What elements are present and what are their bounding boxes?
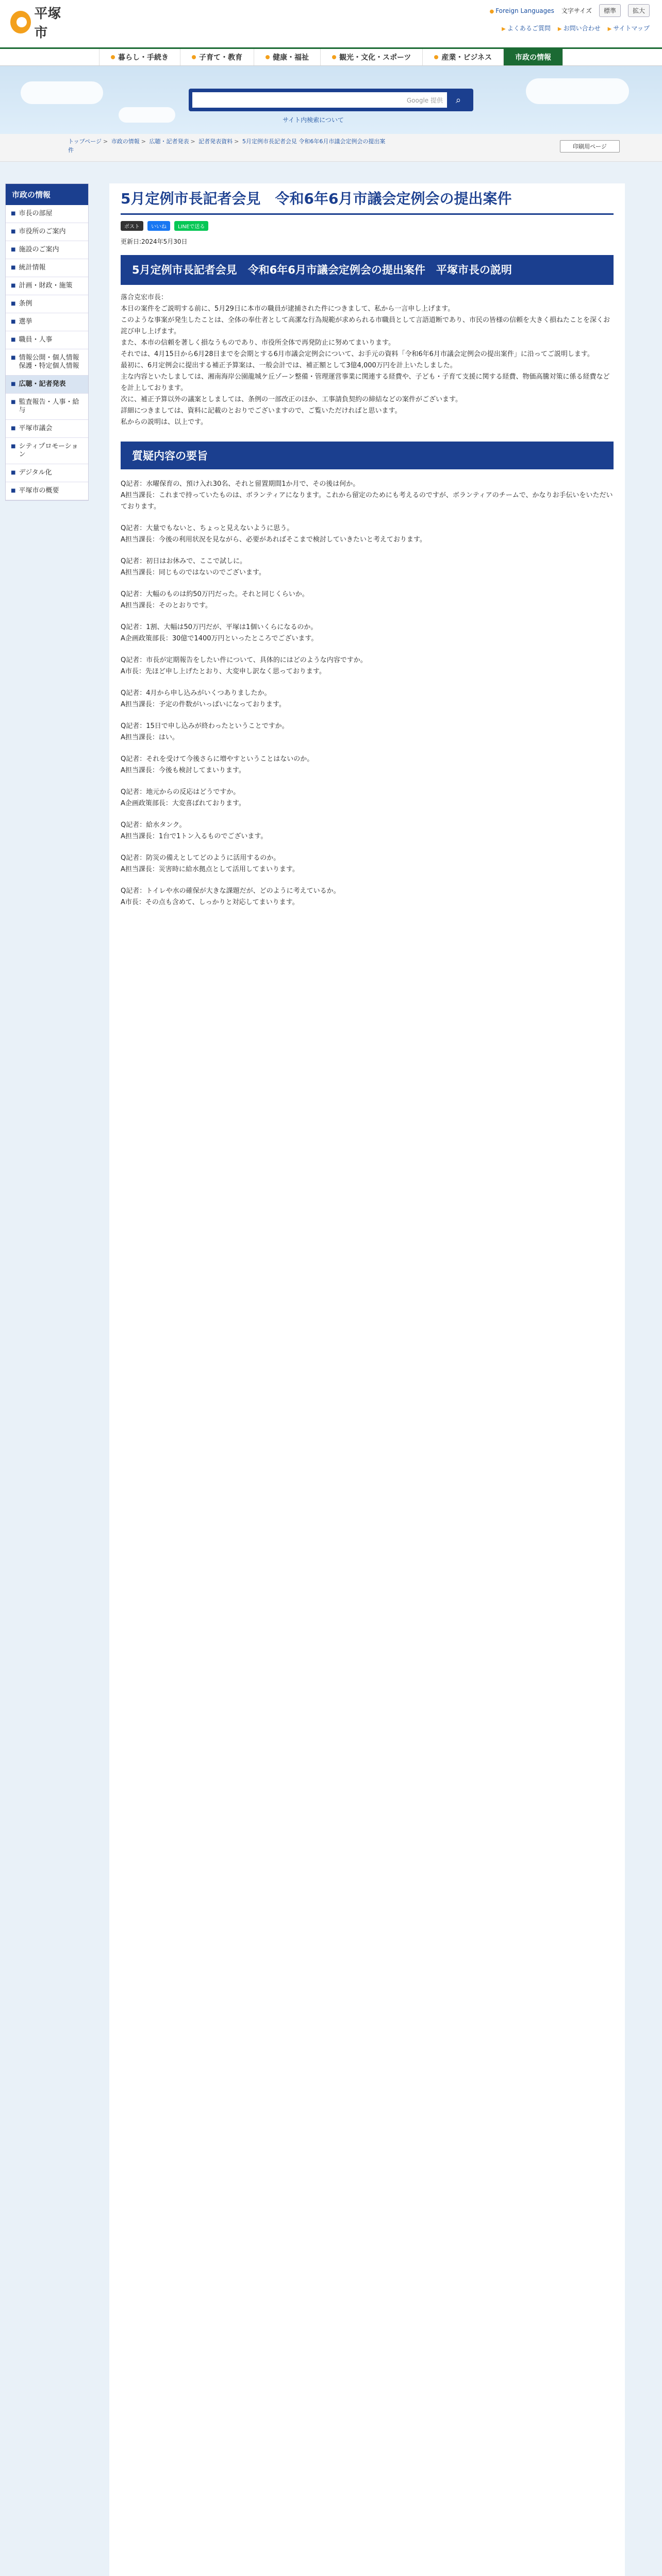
sidebar-item[interactable]: ■ 統計情報 — [6, 259, 88, 277]
answer: A担当課長：これまで持っていたものは、ボランティアになります。これから留定のためにも考えるのですが、ボランティアのチームで、かなりお手伝いをいただいております。 — [121, 492, 613, 511]
search-icon: ⌕ — [455, 94, 461, 106]
bullet-icon: ■ — [11, 426, 16, 431]
nav-item-kosodate[interactable]: 子育て・教育 — [180, 49, 254, 65]
question: Q記者：大幅のものは約50万円だった。それと同じくらいか。 — [121, 590, 309, 598]
sidebar — [5, 183, 89, 501]
qa-item — [121, 556, 614, 579]
bullet-icon: ■ — [11, 337, 16, 343]
bullet-icon: ■ — [11, 444, 16, 449]
breadcrumb-separator: > — [103, 138, 108, 145]
sidebar-item[interactable]: ■ 選挙 — [6, 313, 88, 331]
question: Q記者：防災の備えとしてどのように活用するのか。 — [121, 854, 280, 862]
breadcrumb-item[interactable]: 記者発表資料 — [198, 138, 233, 145]
qa-list — [121, 479, 614, 908]
foreign-languages-link[interactable]: ● Foreign Languages — [489, 7, 554, 14]
qa-item — [121, 479, 614, 513]
paragraph: 本日の案件をご説明する前に、5月29日に本市の職員が逮捕された件につきまして、私から一言申し上げます。 — [121, 305, 455, 313]
page-title: 5月定例市長記者会見 令和6年6月市議会定例会の提出案件 — [121, 189, 614, 215]
sidebar-item[interactable]: ■ 情報公開・個人情報保護・特定個人情報 — [6, 349, 88, 376]
answer: A担当課長：今後も検討してまいります。 — [121, 767, 245, 774]
paragraph: また、本市の信頼を著しく損なうものであり、市役所全体で再発防止に努めてまいります。 — [121, 339, 395, 347]
contact-link[interactable]: ▶ お問い合わせ — [557, 25, 601, 32]
share-x-button[interactable]: ポスト — [121, 221, 143, 231]
question: Q記者：4月から申し込みがいくつありましたか。 — [121, 689, 271, 697]
sidebar-item[interactable]: ■ 平塚市の概要 — [6, 482, 88, 500]
utility-links-top — [489, 4, 650, 17]
bullet-icon: ■ — [11, 399, 16, 405]
main-content — [109, 183, 625, 2576]
question: Q記者：トイレや水の確保が大きな課題だが、どのように考えているか。 — [121, 887, 340, 895]
text-size-standard-button[interactable]: 標準 — [599, 4, 621, 17]
bullet-icon: ■ — [11, 211, 16, 216]
bullet-icon: ■ — [11, 301, 16, 307]
nav-dot-icon — [332, 55, 336, 59]
answer: A市長：先ほど申し上げたとおり、大変申し訳なく思っております。 — [121, 668, 326, 675]
nav-item-shisei[interactable]: 市政の情報 — [503, 49, 563, 65]
bullet-icon: ■ — [11, 319, 16, 325]
sidebar-item-current[interactable]: ■ 広聴・記者発表 — [6, 376, 88, 394]
paragraph: それでは、4月15日から6月28日までを会期とする6月市議会定例会について、お手元の資料「令和6年6月市議会定例会の提出案件」に沿ってご説明します。 — [121, 350, 594, 358]
section-heading-explanation: 5月定例市長記者会見 令和6年6月市議会定例会の提出案件 平塚市長の説明 — [121, 255, 614, 285]
triangle-right-icon: ▶ — [607, 26, 612, 32]
answer: A企画政策部長：30億で1400万円といったところでございます。 — [121, 635, 318, 642]
answer: A担当課長：災害時に給水拠点として活用してまいります。 — [121, 866, 299, 873]
cloud-decoration — [21, 81, 103, 104]
paragraph: 主な内容といたしましては、湘南海岸公園龍城ケ丘ゾーン整備・管理運営事業に関連する経費や、子ども・子育て支援に関する経費、物価高騰対策に係る経費などを計上しております。 — [121, 373, 610, 392]
site-search — [189, 89, 473, 111]
question: Q記者：初日はお休みで、ここで試しに。 — [121, 557, 246, 565]
search-help-link[interactable]: サイト内検索について — [283, 116, 344, 124]
breadcrumb-item[interactable]: 市政の情報 — [111, 138, 140, 145]
share-line-button[interactable]: LINEで送る — [174, 221, 208, 231]
sidebar-item[interactable]: ■ 職員・人事 — [6, 331, 88, 349]
paragraph: 次に、補正予算以外の議案としましては、条例の一部改正のほか、工事請負契約の締結などの案件がございます。 — [121, 396, 462, 403]
nav-dot-icon — [266, 55, 270, 59]
question: Q記者：1割、大幅は50万円だが、平塚は1個いくらになるのか。 — [121, 623, 318, 631]
triangle-right-icon: ▶ — [502, 26, 506, 32]
qa-item — [121, 886, 614, 908]
updated-date: 更新日:2024年5月30日 — [121, 238, 188, 245]
global-nav — [0, 47, 662, 66]
question: Q記者：市長が定期報告をしたい件について、具体的にはどのような内容ですか。 — [121, 656, 367, 664]
answer: A企画政策部長：大変喜ばれております。 — [121, 800, 245, 807]
question: Q記者：15日で申し込みが終わったということですか。 — [121, 722, 289, 730]
answer: A市長：その点も含めて、しっかりと対応してまいります。 — [121, 899, 299, 906]
sidebar-item[interactable]: ■ 監査報告・人事・給与 — [6, 394, 88, 420]
breadcrumb-item[interactable]: 広聴・記者発表 — [149, 138, 189, 145]
question: Q記者：水曜保育の、預け入れ30名、それと留置期間1か月で、その後は何か。 — [121, 480, 360, 488]
bullet-icon: ■ — [11, 470, 16, 476]
nav-dot-icon — [111, 55, 115, 59]
qa-item — [121, 787, 614, 809]
city-emblem-icon — [10, 11, 31, 33]
print-page-button[interactable]: 印刷用ページ — [560, 140, 620, 152]
bullet-icon: ■ — [11, 355, 16, 361]
sitemap-link[interactable]: ▶ サイトマップ — [607, 25, 650, 32]
answer: A担当課長：予定の件数がいっぱいになっております。 — [121, 701, 286, 708]
question: Q記者：大量でもないと、ちょっと見えないように思う。 — [121, 524, 294, 532]
cloud-decoration — [526, 78, 629, 104]
qa-item — [121, 655, 614, 677]
logo-text: 平塚市 — [34, 6, 61, 41]
text-size-label: 文字サイズ — [561, 7, 592, 14]
sidebar-item[interactable]: ■ 市長の部屋 — [6, 205, 88, 223]
qa-item — [121, 754, 614, 776]
share-facebook-button[interactable]: いいね — [147, 221, 170, 231]
bullet-icon: ■ — [11, 265, 16, 270]
qa-item — [121, 721, 614, 743]
qa-item — [121, 622, 614, 645]
question: Q記者：それを受けて今後さらに増やすということはないのか。 — [121, 755, 314, 763]
search-button[interactable] — [447, 92, 470, 108]
cloud-decoration — [119, 107, 175, 123]
sidebar-item[interactable]: ■ 計画・財政・施策 — [6, 277, 88, 295]
answer: A担当課長：そのとおりです。 — [121, 602, 212, 609]
globe-icon: ● — [489, 8, 494, 14]
nav-item-kenko[interactable]: 健康・福祉 — [254, 49, 320, 65]
paragraph: 詳細につきましては、資料に記載のとおりでございますので、ご覧いただければと思います。 — [121, 407, 402, 415]
question: Q記者：地元からの反応はどうですか。 — [121, 788, 240, 796]
paragraph: 落合克宏市長： — [121, 294, 168, 301]
sidebar-item[interactable]: ■ 条例 — [6, 295, 88, 313]
site-logo[interactable] — [10, 4, 71, 40]
site-header — [0, 0, 662, 47]
bullet-icon: ■ — [11, 488, 16, 494]
sidebar-item[interactable]: ■ 施設のご案内 — [6, 241, 88, 259]
answer: A担当課長：1台で1トン入るものでございます。 — [121, 833, 268, 840]
section-heading-qa: 質疑内容の要旨 — [121, 442, 614, 469]
answer: A担当課長：今後の利用状況を見ながら、必要があればそこまで検討していきたいと考えております。 — [121, 536, 426, 544]
search-banner — [0, 66, 662, 134]
share-buttons — [121, 221, 614, 231]
nav-dot-icon — [434, 55, 438, 59]
mayor-explanation — [121, 292, 614, 428]
breadcrumb-bar — [0, 134, 662, 162]
breadcrumb-separator: > — [190, 138, 195, 145]
qa-item — [121, 688, 614, 710]
bullet-icon: ■ — [11, 229, 16, 234]
breadcrumb-separator: > — [141, 138, 146, 145]
breadcrumb — [68, 137, 388, 155]
bullet-icon: ■ — [11, 247, 16, 252]
search-input[interactable]: Google 提供 — [192, 92, 447, 108]
question: Q記者：給水タンク。 — [121, 821, 186, 829]
triangle-right-icon: ▶ — [557, 26, 562, 32]
paragraph: 私からの説明は、以上です。 — [121, 418, 207, 426]
sidebar-item[interactable]: ■ シティプロモーション — [6, 438, 88, 464]
nav-item-kurashi[interactable]: 暮らし・手続き — [99, 49, 180, 65]
bullet-icon: ■ — [11, 381, 16, 387]
sidebar-title: 市政の情報 — [6, 184, 88, 205]
sidebar-item[interactable]: ■ 市役所のご案内 — [6, 223, 88, 241]
nav-dot-icon — [192, 55, 196, 59]
nav-item-sangyo[interactable]: 産業・ビジネス — [422, 49, 503, 65]
qa-item — [121, 820, 614, 842]
breadcrumb-current: 5月定例市長記者会見 令和6年6月市議会定例会の提出案件 — [68, 138, 386, 154]
sidebar-item[interactable]: ■ デジタル化 — [6, 464, 88, 482]
breadcrumb-separator: > — [234, 138, 239, 145]
qa-item — [121, 853, 614, 875]
bullet-icon: ■ — [11, 283, 16, 289]
nav-item-kanko[interactable]: 観光・文化・スポーツ — [320, 49, 422, 65]
faq-link[interactable]: ▶ よくあるご質問 — [502, 25, 551, 32]
paragraph: 最初に、6月定例会に提出する補正予算案は、一般会計では、補正額として3億4,000万円を計上いたしました。 — [121, 362, 457, 369]
answer: A担当課長：はい。 — [121, 734, 179, 741]
utility-links-bottom — [502, 24, 650, 32]
breadcrumb-item[interactable]: トップページ — [68, 138, 102, 145]
answer: A担当課長：同じものではないのでございます。 — [121, 569, 266, 577]
qa-item — [121, 523, 614, 546]
qa-item — [121, 589, 614, 612]
text-size-large-button[interactable]: 拡大 — [628, 4, 650, 17]
paragraph: このような事案が発生したことは、全体の奉仕者として高潔な行為規範が求められる市職員として言語道断であり、市民の皆様の信頼を大きく損ねたことを深くお詫び申し上げます。 — [121, 316, 610, 335]
sidebar-item[interactable]: ■ 平塚市議会 — [6, 420, 88, 438]
